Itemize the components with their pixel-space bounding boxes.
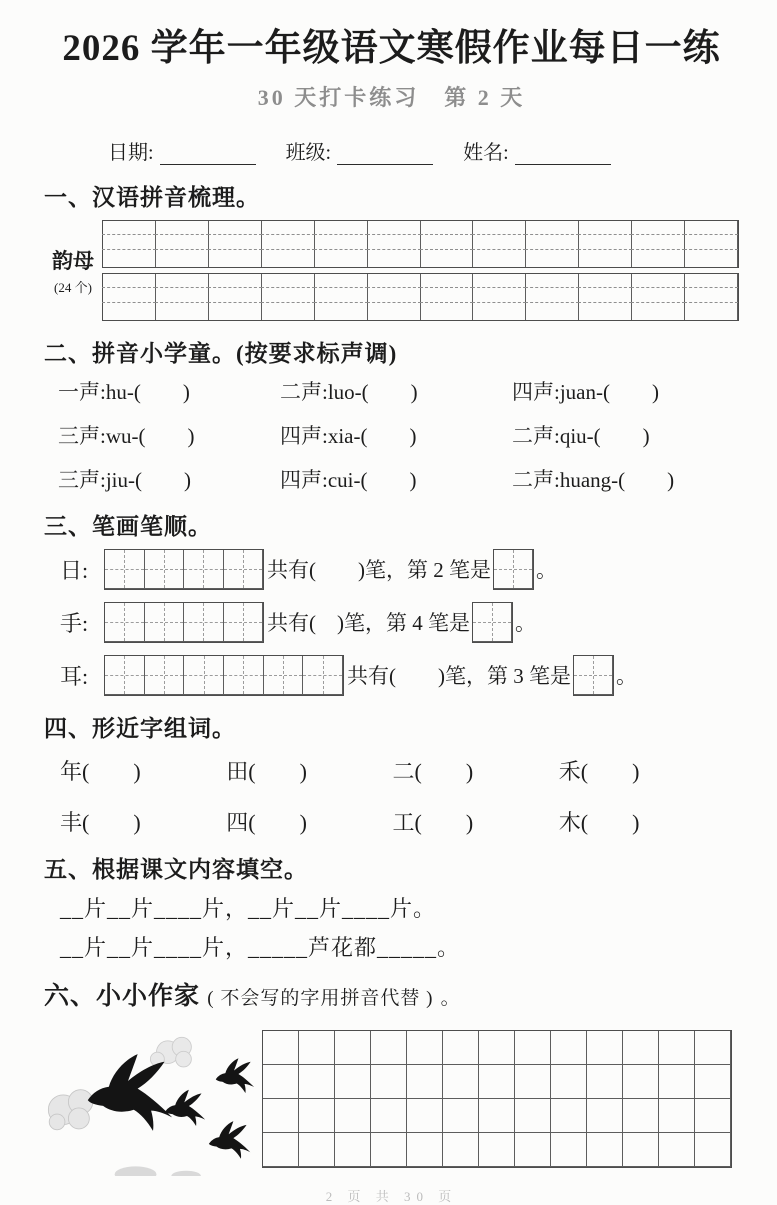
stroke-question-text: 共有( )笔，第 2 笔是 xyxy=(267,558,491,583)
meta-row xyxy=(108,136,739,165)
grid-cell xyxy=(371,1099,407,1133)
stroke-practice-grid xyxy=(104,655,344,696)
grid-cell xyxy=(407,1065,443,1099)
grid-cell xyxy=(515,1065,551,1099)
word-blank-item: 二( ) xyxy=(392,758,474,784)
tone-exercise-item: 三声:wu-( ) xyxy=(58,423,195,448)
grid-cell xyxy=(623,1099,659,1133)
finals-label: 韵母 xyxy=(52,248,94,273)
grid-cell xyxy=(263,1099,299,1133)
class-label: 班级: xyxy=(285,141,332,164)
page-number-footer: 2 页 共 30 页 xyxy=(325,1188,458,1204)
tone-exercise-grid xyxy=(58,376,739,494)
period: 。 xyxy=(515,611,536,636)
grid-cell xyxy=(156,221,209,267)
section1-heading: 一、汉语拼音梳理。 xyxy=(44,184,260,210)
character-label: 日: xyxy=(60,557,89,583)
grid-cell xyxy=(659,1099,695,1133)
grid-cell xyxy=(335,1133,371,1167)
hill-icon xyxy=(115,1166,201,1176)
section6-title: 六、小小作家 xyxy=(44,982,201,1010)
word-blank-item: 四( ) xyxy=(226,809,307,835)
page-subtitle: 30 天打卡练习 第 2 天 xyxy=(257,84,526,110)
date-field xyxy=(108,136,256,165)
grid-cell xyxy=(299,1099,335,1133)
grid-cell xyxy=(371,1031,407,1065)
grid-cell xyxy=(299,1031,335,1065)
stroke-row-ri xyxy=(60,549,739,590)
grid-cell xyxy=(371,1133,407,1167)
tone-exercise-item: 四声:juan-( ) xyxy=(512,379,659,404)
word-blank-item: 田( ) xyxy=(226,758,307,784)
grid-cell xyxy=(368,221,421,267)
section4-heading: 四、形近字组词。 xyxy=(44,715,236,741)
word-blank-item: 工( ) xyxy=(392,809,474,835)
grid-cell xyxy=(695,1031,731,1065)
grid-cell xyxy=(407,1099,443,1133)
grid-cell xyxy=(659,1133,695,1167)
period: 。 xyxy=(616,664,637,689)
word-blank-item: 年( ) xyxy=(60,758,141,784)
date-label: 日期: xyxy=(108,141,154,164)
grid-cell xyxy=(526,274,579,320)
pinyin-writing-grid-row1 xyxy=(102,220,739,268)
section5-heading: 五、根据课文内容填空。 xyxy=(44,856,308,882)
stroke-row-shou xyxy=(60,602,739,643)
grid-cell xyxy=(443,1031,479,1065)
grid-cell xyxy=(623,1065,659,1099)
grid-cell xyxy=(263,1065,299,1099)
grid-cell xyxy=(184,603,224,642)
composition-writing-grid xyxy=(262,1030,732,1168)
grid-cell xyxy=(587,1133,623,1167)
grid-cell xyxy=(103,221,156,267)
grid-cell xyxy=(574,656,613,695)
grid-cell xyxy=(479,1065,515,1099)
class-field xyxy=(286,136,434,165)
tone-exercise-item: 二声:qiu-( ) xyxy=(512,423,650,448)
grid-cell xyxy=(209,274,262,320)
grid-cell xyxy=(587,1031,623,1065)
fill-blank-line-1: __片__片____片，__片__片____片。 xyxy=(60,895,437,921)
grid-cell xyxy=(659,1031,695,1065)
grid-cell xyxy=(371,1065,407,1099)
grid-cell xyxy=(145,603,185,642)
grid-cell xyxy=(473,603,512,642)
stroke-practice-grid xyxy=(104,602,264,643)
grid-cell xyxy=(315,221,368,267)
stroke-practice-grid xyxy=(104,549,264,590)
name-label: 姓名: xyxy=(463,141,509,164)
grid-cell xyxy=(659,1065,695,1099)
grid-cell xyxy=(335,1065,371,1099)
stroke-question-text: 共有( )笔，第 4 笔是 xyxy=(267,611,470,636)
grid-cell xyxy=(443,1099,479,1133)
grid-cell xyxy=(515,1133,551,1167)
grid-cell xyxy=(407,1133,443,1167)
grid-cell xyxy=(262,221,315,267)
grid-cell xyxy=(105,550,145,589)
pinyin-grid-stack xyxy=(102,220,739,321)
grid-cell xyxy=(579,274,632,320)
grid-cell xyxy=(335,1031,371,1065)
period: 。 xyxy=(536,558,557,583)
grid-cell xyxy=(184,656,224,695)
grid-cell xyxy=(473,221,526,267)
grid-cell xyxy=(263,1031,299,1065)
grid-cell xyxy=(209,221,262,267)
grid-cell xyxy=(551,1099,587,1133)
cloud-icon xyxy=(150,1037,191,1067)
character-label: 手: xyxy=(60,610,89,636)
grid-cell xyxy=(299,1133,335,1167)
grid-cell xyxy=(299,1065,335,1099)
grid-cell xyxy=(224,550,264,589)
class-blank-line xyxy=(337,142,433,165)
grid-cell xyxy=(479,1099,515,1133)
grid-cell xyxy=(421,274,474,320)
grid-cell xyxy=(473,274,526,320)
grid-cell xyxy=(623,1031,659,1065)
swallow-icon xyxy=(88,1054,254,1159)
grid-cell xyxy=(515,1031,551,1065)
grid-cell xyxy=(315,274,368,320)
grid-cell xyxy=(443,1065,479,1099)
grid-cell xyxy=(623,1133,659,1167)
tone-exercise-item: 二声:luo-( ) xyxy=(280,379,418,404)
grid-cell xyxy=(632,221,685,267)
fill-blank-line-2: __片__片____片，_____芦花都_____。 xyxy=(60,934,461,960)
finals-count-label: (24 个) xyxy=(54,279,92,295)
grid-cell xyxy=(105,603,145,642)
tone-exercise-item: 三声:jiu-( ) xyxy=(58,467,191,492)
grid-cell xyxy=(551,1031,587,1065)
tone-exercise-item: 一声:hu-( ) xyxy=(58,379,190,404)
grid-cell xyxy=(479,1031,515,1065)
grid-cell xyxy=(368,274,421,320)
grid-cell xyxy=(105,656,145,695)
tone-exercise-item: 四声:cui-( ) xyxy=(280,467,417,492)
section3-heading: 三、笔画笔顺。 xyxy=(44,513,212,539)
finals-label-block xyxy=(44,245,102,296)
cloud-icon xyxy=(48,1089,92,1129)
grid-cell xyxy=(685,274,738,320)
answer-box xyxy=(573,655,614,696)
grid-cell xyxy=(145,550,185,589)
grid-cell xyxy=(695,1065,731,1099)
section6-period: 。 xyxy=(440,987,461,1009)
grid-cell xyxy=(224,603,264,642)
grid-cell xyxy=(515,1099,551,1133)
grid-cell xyxy=(262,274,315,320)
grid-cell xyxy=(494,550,533,589)
word-blank-item: 丰( ) xyxy=(60,809,141,835)
grid-cell xyxy=(551,1133,587,1167)
grid-cell xyxy=(587,1099,623,1133)
grid-cell xyxy=(695,1099,731,1133)
grid-cell xyxy=(184,550,224,589)
grid-cell xyxy=(335,1099,371,1133)
stroke-question-text: 共有( )笔，第 3 笔是 xyxy=(347,664,571,689)
grid-cell xyxy=(526,221,579,267)
grid-cell xyxy=(421,221,474,267)
grid-cell xyxy=(224,656,264,695)
grid-cell xyxy=(632,274,685,320)
grid-cell xyxy=(551,1065,587,1099)
grid-cell xyxy=(695,1133,731,1167)
grid-cell xyxy=(303,656,343,695)
section2-heading: 二、拼音小学童。(按要求标声调) xyxy=(44,340,398,366)
section6-body xyxy=(44,1026,739,1176)
similar-characters-grid xyxy=(60,755,725,837)
grid-cell xyxy=(579,221,632,267)
grid-cell xyxy=(407,1031,443,1065)
pinyin-writing-grid-row2 xyxy=(102,273,739,321)
character-label: 耳: xyxy=(60,663,89,689)
grid-cell xyxy=(145,656,185,695)
grid-cell xyxy=(443,1133,479,1167)
grid-cell xyxy=(479,1133,515,1167)
swallows-and-clouds-illustration xyxy=(44,1026,262,1176)
stroke-row-er xyxy=(60,655,739,696)
grid-cell xyxy=(263,1133,299,1167)
name-blank-line xyxy=(515,142,611,165)
tone-exercise-item: 二声:huang-( ) xyxy=(512,467,675,492)
grid-cell xyxy=(685,221,738,267)
answer-box xyxy=(493,549,534,590)
word-blank-item: 木( ) xyxy=(558,809,640,835)
section6-note: ( 不会写的字用拼音代替 ) xyxy=(207,987,434,1009)
grid-cell xyxy=(264,656,304,695)
page-title: 2026 学年一年级语文寒假作业每日一练 xyxy=(62,28,721,69)
date-blank-line xyxy=(160,142,256,165)
section1-body xyxy=(44,220,739,321)
name-field xyxy=(463,136,611,165)
answer-box xyxy=(472,602,513,643)
word-blank-item: 禾( ) xyxy=(558,758,640,784)
grid-cell xyxy=(156,274,209,320)
section6-heading xyxy=(44,976,739,1012)
grid-cell xyxy=(103,274,156,320)
tone-exercise-item: 四声:xia-( ) xyxy=(280,423,417,448)
grid-cell xyxy=(587,1065,623,1099)
